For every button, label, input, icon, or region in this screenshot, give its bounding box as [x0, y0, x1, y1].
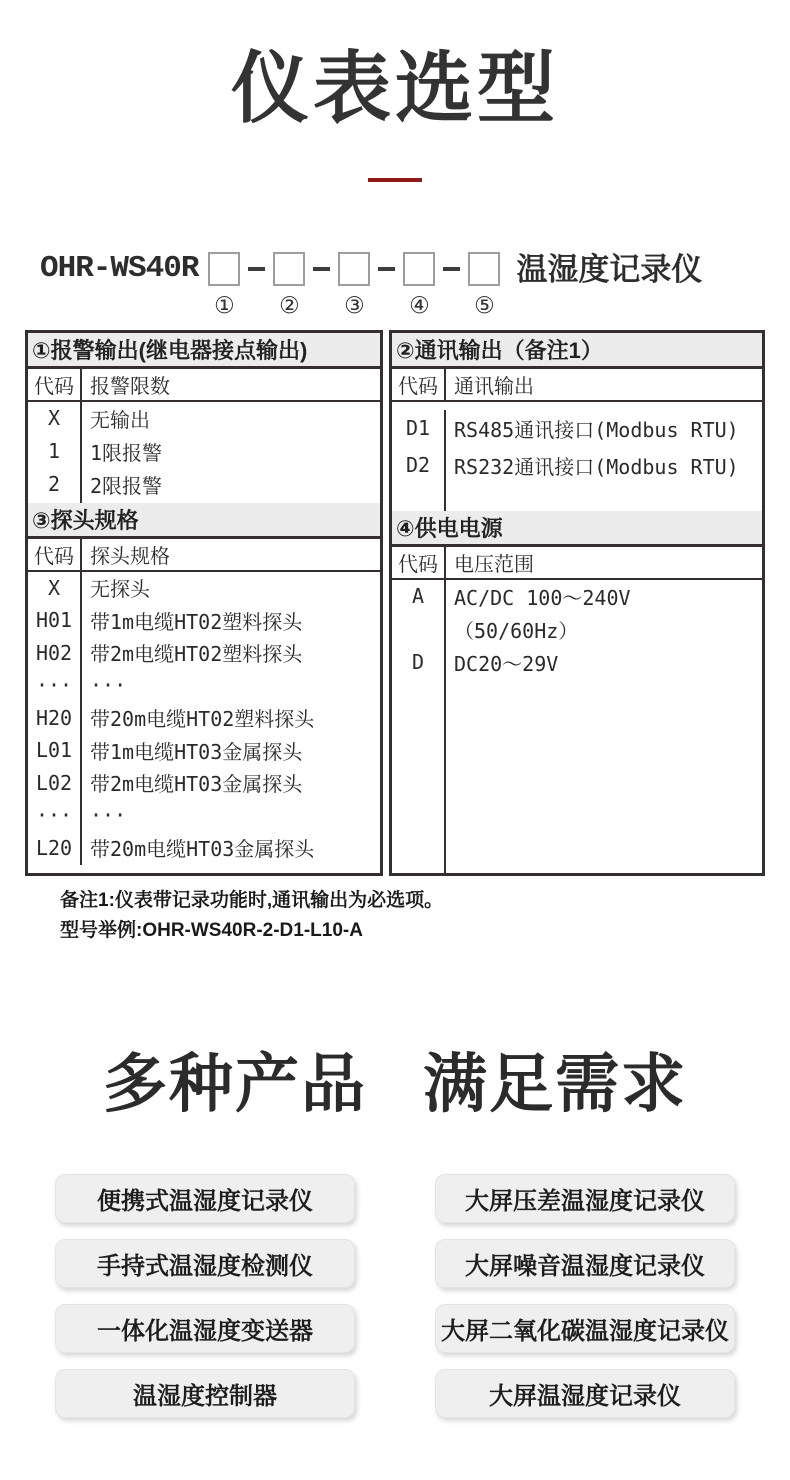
power-desc-column	[446, 580, 762, 873]
model-slot-box-4	[403, 252, 435, 286]
power-col-code: 代码	[392, 547, 446, 578]
table-cell	[392, 613, 444, 646]
table-cell: L20	[35, 835, 73, 860]
table-cell: D	[411, 650, 425, 674]
table-cell: DC20～29V	[454, 651, 559, 676]
alarm-code-column	[28, 402, 82, 503]
table-cell: D1	[405, 416, 431, 440]
table-cell: L01	[35, 738, 73, 763]
power-section-header: ④供电电源	[392, 511, 762, 547]
circled-number-4: ④	[409, 291, 430, 318]
probe-code-column	[28, 572, 82, 865]
alarm-rows	[28, 402, 380, 503]
circled-number-1: ①	[214, 291, 235, 318]
table-cell: AC/DC 100～240V	[454, 585, 631, 610]
table-left	[25, 330, 383, 876]
table-cell: L02	[35, 770, 73, 795]
probe-section-header: ③探头规格	[28, 503, 380, 539]
product-button-bigscreen-recorder[interactable]: 大屏温湿度记录仪	[435, 1369, 735, 1418]
page-title: 仪表选型	[230, 44, 559, 132]
power-column-header	[392, 547, 762, 580]
products-heading	[0, 1046, 790, 1123]
alarm-col-desc: 报警限数	[90, 373, 170, 398]
product-button-integrated-transmitter[interactable]: 一体化温湿度变送器	[55, 1304, 355, 1353]
selection-tables	[25, 330, 765, 876]
power-col-desc: 电压范围	[454, 551, 534, 576]
product-button-handheld-detector[interactable]: 手持式温湿度检测仪	[55, 1239, 355, 1288]
model-slot-box-2	[273, 252, 305, 286]
power-rows	[392, 580, 762, 873]
table-cell: 带1m电缆HT03金属探头	[90, 739, 303, 764]
circled-number-2: ②	[279, 291, 300, 318]
alarm-section-header: ①报警输出(继电器接点输出)	[28, 333, 380, 369]
model-slot-box-1	[208, 252, 240, 286]
table-right	[389, 330, 765, 876]
table-cell: 无探头	[90, 577, 150, 602]
table-cell: 2	[47, 472, 61, 496]
product-button-bigscreen-noise-recorder[interactable]: 大屏噪音温湿度记录仪	[435, 1239, 735, 1288]
table-cell: 带20m电缆HT03金属探头	[90, 837, 315, 862]
probe-col-desc: 探头规格	[90, 543, 170, 568]
products-heading-right: 满足需求	[423, 1047, 687, 1120]
table-cell: 带2m电缆HT02塑料探头	[90, 642, 303, 667]
model-slot-5	[468, 252, 500, 318]
table-cell: ···	[35, 673, 73, 698]
table-cell: H01	[35, 608, 73, 633]
alarm-column-header	[28, 369, 380, 402]
model-slot-1	[208, 252, 240, 318]
model-slot-box-5	[468, 252, 500, 286]
title-accent-underline	[368, 178, 422, 182]
table-cell: ···	[90, 803, 127, 828]
circled-number-3: ③	[344, 291, 365, 318]
model-suffix: 温湿度记录仪	[516, 251, 703, 287]
product-button-bigscreen-co2-recorder[interactable]: 大屏二氧化碳温湿度记录仪	[435, 1304, 735, 1353]
table-cell: A	[411, 584, 425, 608]
probe-column-header	[28, 539, 380, 572]
comm-section-header: ②通讯输出（备注1）	[392, 333, 762, 369]
product-button-portable-recorder[interactable]: 便携式温湿度记录仪	[55, 1174, 355, 1223]
table-cell: X	[47, 406, 61, 430]
probe-desc-column	[82, 572, 380, 865]
table-cell: RS485通讯接口(Modbus RTU)	[454, 417, 739, 442]
model-prefix: OHR-WS40R	[40, 250, 199, 286]
table-cell: 带1m电缆HT02塑料探头	[90, 609, 303, 634]
product-buttons-grid	[53, 1174, 737, 1418]
circled-number-5: ⑤	[474, 291, 495, 318]
alarm-desc-column	[82, 402, 380, 503]
table-cell: 2限报警	[90, 473, 163, 498]
comm-rows	[392, 402, 762, 511]
dash-separator	[313, 267, 330, 271]
alarm-col-code: 代码	[28, 369, 82, 400]
comm-desc-column	[446, 410, 762, 511]
product-button-controller[interactable]: 温湿度控制器	[55, 1369, 355, 1418]
dash-separator	[378, 267, 395, 271]
table-cell: RS232通讯接口(Modbus RTU)	[454, 454, 739, 479]
model-slot-4	[403, 252, 435, 318]
note-1: 备注1:仪表带记录功能时,通讯输出为必选项。	[60, 889, 444, 911]
products-heading-left: 多种产品	[103, 1047, 367, 1120]
table-cell: 无输出	[90, 407, 150, 432]
table-cell: 带20m电缆HT02塑料探头	[90, 707, 315, 732]
table-cell: H02	[35, 640, 73, 665]
dash-separator	[248, 267, 265, 271]
comm-col-desc: 通讯输出	[454, 373, 534, 398]
table-cell: 带2m电缆HT03金属探头	[90, 772, 303, 797]
table-cell: 1限报警	[90, 440, 163, 465]
probe-rows	[28, 572, 380, 865]
bottom-spacer	[0, 1418, 790, 1480]
comm-code-column	[392, 410, 446, 511]
table-cell: H20	[35, 705, 73, 730]
probe-col-code: 代码	[28, 539, 82, 570]
dash-separator	[443, 267, 460, 271]
product-button-bigscreen-pressure-recorder[interactable]: 大屏压差温湿度记录仪	[435, 1174, 735, 1223]
comm-col-code: 代码	[392, 369, 446, 400]
table-cell: ···	[35, 803, 73, 828]
table-cell: D2	[405, 453, 431, 477]
model-example: 型号举例:OHR-WS40R-2-D1-L10-A	[60, 919, 363, 941]
power-code-column	[392, 580, 446, 873]
table-cell: （50/60Hz）	[454, 618, 579, 643]
model-slot-2	[273, 252, 305, 318]
table-cell: 1	[47, 439, 61, 463]
table-notes	[60, 886, 790, 946]
table-cell: ···	[90, 673, 127, 698]
comm-column-header	[392, 369, 762, 402]
model-code-diagram	[40, 252, 790, 318]
model-slot-3	[338, 252, 370, 318]
table-cell: X	[47, 575, 61, 600]
model-slot-box-3	[338, 252, 370, 286]
